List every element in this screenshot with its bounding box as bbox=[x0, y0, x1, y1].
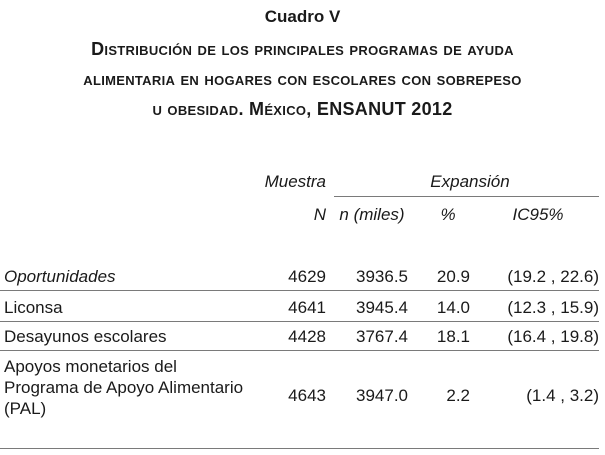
title-line-3: u obesidad. México, ENSANUT 2012 bbox=[152, 99, 453, 119]
cell-n-miles: 3767.4 bbox=[356, 327, 408, 346]
table-bottom-rule bbox=[0, 448, 599, 449]
cell-n: 4643 bbox=[288, 386, 326, 405]
row-label-oportunidades: Oportunidades bbox=[4, 267, 116, 286]
table-title bbox=[0, 34, 605, 124]
row-divider bbox=[0, 290, 599, 291]
cell-n: 4428 bbox=[288, 327, 326, 346]
header-n: N bbox=[313, 205, 326, 224]
header-ic95: IC95% bbox=[512, 205, 564, 224]
data-table bbox=[0, 170, 605, 455]
row-divider bbox=[0, 321, 599, 322]
cell-pct: 2.2 bbox=[446, 386, 470, 405]
header-expansion: Expansión bbox=[430, 172, 510, 191]
title-line-2: alimentaria en hogares con escolares con sobrepeso bbox=[83, 69, 522, 89]
cell-n-miles: 3947.0 bbox=[356, 386, 408, 405]
table-caption: Cuadro V bbox=[264, 7, 341, 26]
title-line-1: Distribución de los principales programas de ayuda bbox=[91, 39, 514, 59]
header-muestra: Muestra bbox=[264, 172, 326, 191]
row-divider bbox=[0, 350, 599, 351]
cell-n: 4629 bbox=[288, 267, 326, 286]
expansion-rule bbox=[334, 196, 599, 197]
cell-n-miles: 3945.4 bbox=[356, 298, 408, 317]
cell-n-miles: 3936.5 bbox=[356, 267, 408, 286]
row-label-desayunos: Desayunos escolares bbox=[4, 327, 167, 346]
cell-pct: 14.0 bbox=[436, 298, 470, 317]
cell-ic95: (16.4 , 19.8) bbox=[507, 327, 599, 346]
header-n-miles: n (miles) bbox=[339, 205, 405, 224]
cell-n: 4641 bbox=[288, 298, 326, 317]
cell-ic95: (12.3 , 15.9) bbox=[507, 298, 599, 317]
row-label-pal: Apoyos monetarios del Programa de Apoyo Alimentario (PAL) bbox=[4, 357, 244, 418]
header-pct: % bbox=[440, 205, 456, 224]
cell-pct: 18.1 bbox=[436, 327, 470, 346]
cell-ic95: (1.4 , 3.2) bbox=[526, 386, 599, 405]
cell-ic95: (19.2 , 22.6) bbox=[507, 267, 599, 286]
cell-pct: 20.9 bbox=[436, 267, 470, 286]
row-label-liconsa: Liconsa bbox=[4, 298, 63, 317]
